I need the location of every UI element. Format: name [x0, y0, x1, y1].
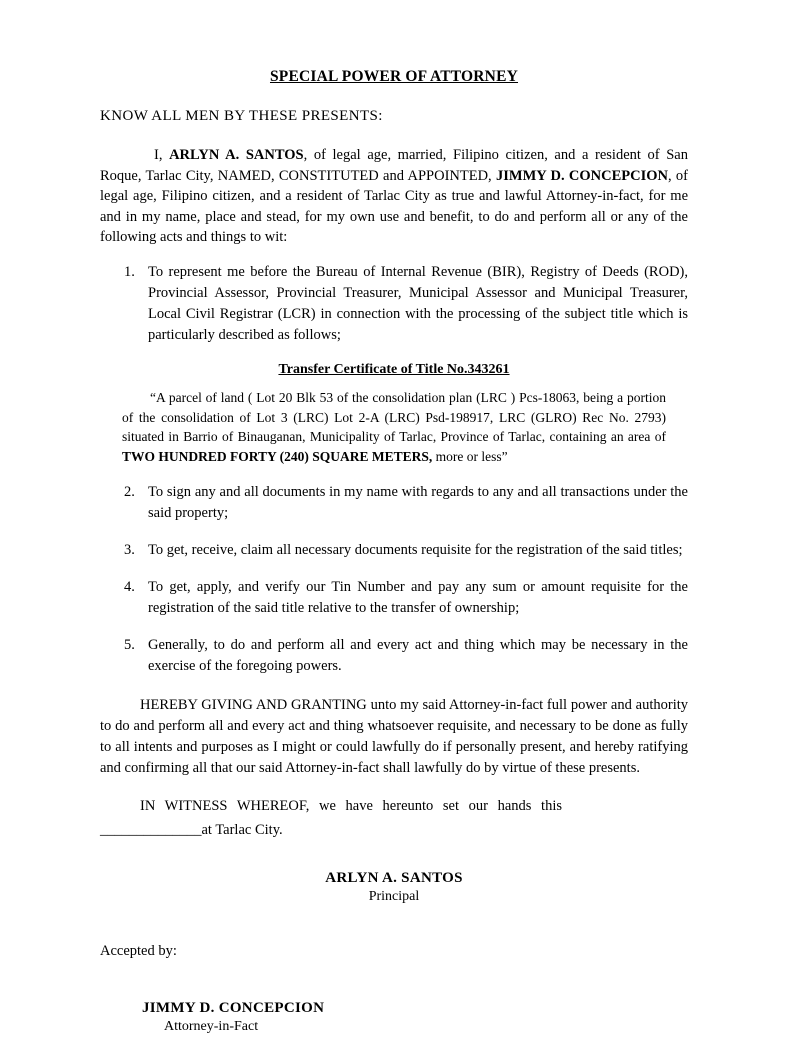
- acts-list: [100, 262, 688, 346]
- intro-part-1: I,: [154, 147, 170, 163]
- list-item-text: To represent me before the Bureau of Internal Revenue (BIR), Registry of Deeds (ROD), Provincial Assessor, Provincial Treasurer, Municipal Assessor and Municipal Treasurer, Local Civil Registrar (LCR) in connection with the processing of the subject title which is particularly described as follows;: [148, 263, 688, 343]
- witness-line-2: at Tarlac City.: [201, 821, 283, 838]
- attorney-name-inline: JIMMY D. CONCEPCION: [495, 167, 668, 184]
- list-item-number: 3.: [124, 542, 135, 559]
- title-certificate-heading: Transfer Certificate of Title No.343261: [278, 361, 510, 377]
- intro-paragraph: [100, 145, 688, 248]
- tct-body-part-2: more or less”: [432, 448, 508, 464]
- tct-body-part-1: “A parcel of land ( Lot 20 Blk 53 of the consolidation plan (LRC ) Pcs-18063, being a portion of the consolidation of Lot 3 (LRC) Lot 2-A (LRC) Psd-198917, LRC (GLRO) Rec No. 2793) situated in Barrio of Binauganan, Municipality of Tarlac, Province of Tarlac, containing an area of: [122, 389, 666, 445]
- witness-clause: [100, 795, 688, 841]
- list-item-number: 2.: [124, 484, 135, 501]
- list-item-number: 1.: [124, 263, 135, 280]
- list-item-text: To sign any and all documents in my name with regards to any and all transactions under the said property;: [148, 484, 688, 522]
- acts-list-continued: [100, 482, 688, 677]
- hereby-lead: HEREBY GIVING AND GRANTING: [140, 697, 367, 714]
- principal-signature-name: ARLYN A. SANTOS: [325, 869, 463, 886]
- acceptor-role: Attorney-in-Fact: [164, 1018, 259, 1034]
- intro-part-3: , of legal age, Filipino citizen, and a resident of Tarlac City as true and lawful Attorney-in-fact, for me and in my name, place and stead, for my own use and benefit, to do and perform all or any of the following acts and things to wit:: [100, 167, 688, 246]
- list-item: [100, 635, 688, 677]
- tct-body-area: TWO HUNDRED FORTY (240) SQUARE METERS,: [122, 448, 433, 464]
- witness-line-1: IN WITNESS WHEREOF, we have hereunto set our hands this: [140, 798, 562, 815]
- hereby-text: unto my said Attorney-in-fact full power and authority to do and perform all and every act and thing whatsoever requisite, and necessary to be done as fully to all intents and purposes as I might or could lawfully do if personally present, and hereby ratifying and confirming all that our said Attorney-in-fact shall lawfully do by virtue of these presents.: [100, 697, 688, 777]
- acceptor-signature-block: [100, 1000, 688, 1035]
- principal-signature-role: Principal: [368, 888, 420, 904]
- intro-part-2: , of legal age, married, Filipino citizen, and a resident of San Roque, Tarlac City, NAMED, CONSTITUTED and APPOINTED,: [100, 147, 688, 184]
- salutation-text: KNOW ALL MEN BY THESE PRESENTS:: [100, 108, 383, 124]
- list-item-text: Generally, to do and perform all and every act and thing which may be necessary in the exercise of the foregoing powers.: [148, 637, 688, 675]
- list-item: [100, 577, 688, 619]
- principal-signature-block: [100, 870, 688, 905]
- acceptor-name: JIMMY D. CONCEPCION: [142, 999, 325, 1016]
- witness-blank-line: ______________: [100, 821, 202, 838]
- list-item-number: 4.: [124, 579, 135, 596]
- title-certificate-body: [122, 388, 666, 466]
- page-title: SPECIAL POWER OF ATTORNEY: [269, 68, 519, 85]
- list-item-text: To get, apply, and verify our Tin Number and pay any sum or amount requisite for the registration of the said title relative to the transfer of ownership;: [148, 579, 688, 617]
- list-item-number: 5.: [124, 637, 135, 654]
- list-item: [100, 540, 688, 561]
- hereby-clause: [100, 695, 688, 779]
- list-item-text: To get, receive, claim all necessary documents requisite for the registration of the said titles;: [148, 542, 683, 559]
- list-item: [100, 262, 688, 346]
- accepted-by-label: Accepted by:: [100, 942, 177, 959]
- principal-name-inline: ARLYN A. SANTOS: [169, 147, 304, 163]
- list-item: [100, 482, 688, 524]
